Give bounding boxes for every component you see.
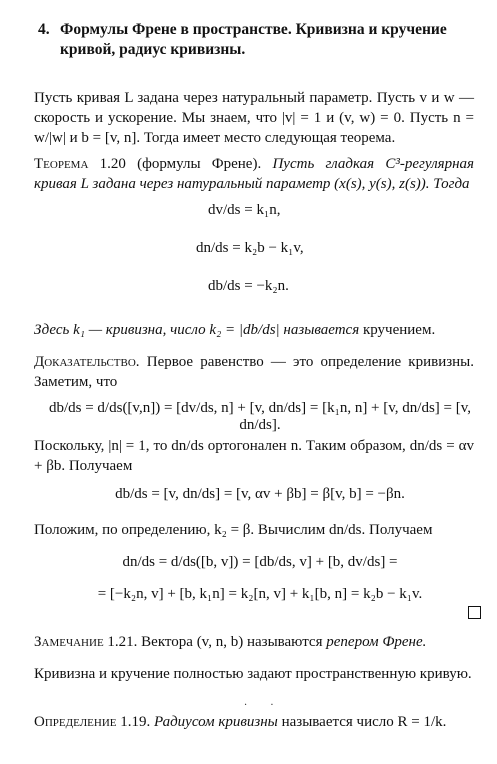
theorem-name: (формулы Френе). [137, 156, 262, 172]
theorem-note-italic: Здесь k₁ — кривизна, число k₂ = |db/ds| называется [34, 322, 360, 338]
proof-label: Доказательство. [34, 354, 140, 370]
proof-text-2: Поскольку, |n| = 1, то dn/ds ортогонален n. Таким образом, dn/ds = αv + βb. Получаем [34, 438, 474, 474]
proof-text-1: Первое равенство — это определение кривизны. Заметим, что [34, 354, 475, 390]
remark-term: репером Френе. [326, 634, 427, 650]
proof-equation-3a: dn/ds = d/ds([b, v]) = [db/ds, v] + [b, dv/ds] = [122, 554, 398, 570]
theorem-statement: Пусть гладкая C³-регулярная кривая L задана через натуральный параметр (x(s), y(s), z(s)). Тогда [34, 156, 475, 192]
frenet-formula-2: dn/ds = k₂b − k₁v, [196, 240, 304, 256]
qed-square-icon [468, 606, 481, 619]
theorem-label: Теорема 1.20 [34, 156, 126, 172]
proof-equation-3b: = [−k₂n, v] + [b, k₁n] = k₂[n, v] + k₁[b, n] = k₂b − k₁v. [97, 586, 423, 602]
definition-block [34, 712, 474, 732]
definition-term: Радиусом кривизны [153, 714, 278, 730]
curvature-torsion-paragraph: Кривизна и кручение полностью задают пространственную кривую. [34, 666, 472, 682]
proof-text-3: Положим, по определению, k₂ = β. Вычислим dn/ds. Получаем [34, 522, 433, 538]
frenet-formula-3: db/ds = −k₂n. [208, 278, 289, 294]
frenet-formula-1: dv/ds = k₁n, [208, 202, 281, 218]
decorative-dots: · · [244, 700, 284, 711]
theorem-block [34, 154, 474, 194]
intro-paragraph: Пусть кривая L задана через натуральный параметр. Пусть v и w — скорость и ускорение. Мы знаем, что |v| = 1 и (v, w) = 0. Пусть n = w/|w| и b = [v, n]. Тогда имеет место следующая теорема. [34, 90, 474, 146]
theorem-note-end: кручением. [362, 322, 436, 338]
section-heading [38, 20, 478, 60]
remark-block [34, 632, 474, 652]
definition-text: называется число R = 1/k. [281, 714, 447, 730]
proof-equation-1: db/ds = d/ds([v,n]) = [dv/ds, n] + [v, dn/ds] = [k₁n, n] + [v, dn/ds] = [v, dn/ds]. [48, 400, 472, 433]
remark-text: Вектора (v, n, b) называются [141, 634, 323, 650]
proof-equation-2: db/ds = [v, dn/ds] = [v, αv + βb] = β[v, b] = −βn. [115, 486, 405, 502]
section-number: 4. [38, 21, 50, 38]
remark-label: Замечание 1.21. [34, 634, 138, 650]
theorem-note [34, 320, 474, 340]
proof-intro [34, 352, 474, 392]
definition-label: Определение 1.19. [34, 714, 151, 730]
section-title: Формулы Френе в пространстве. Кривизна и кручение кривой, радиус кривизны. [60, 21, 447, 58]
